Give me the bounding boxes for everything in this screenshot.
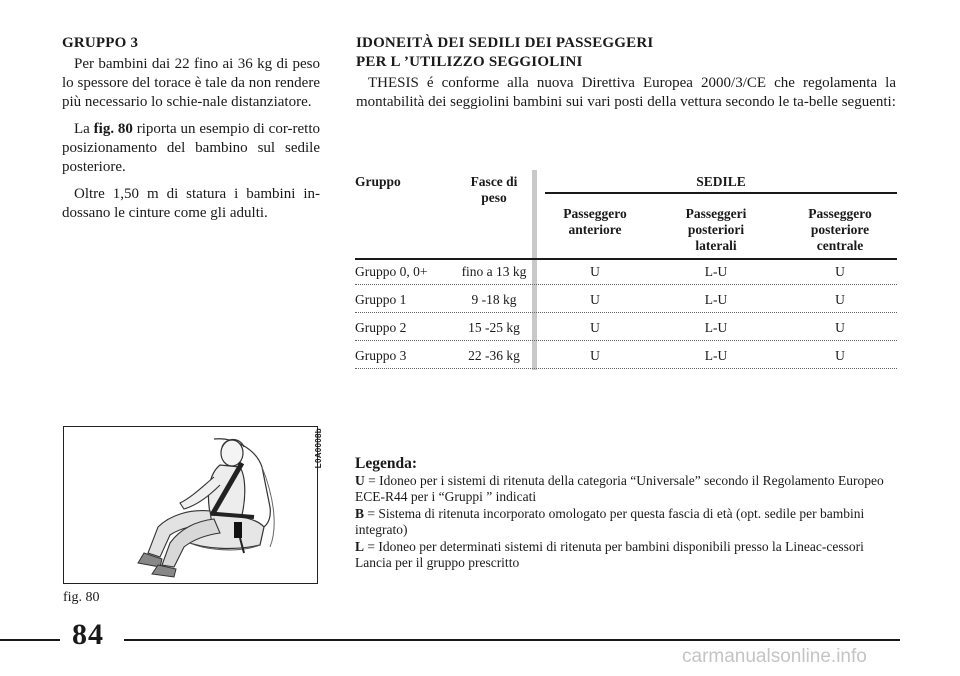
table-cell-gruppo: Gruppo 2 xyxy=(355,320,407,335)
table-cell-peso: 9 -18 kg xyxy=(471,292,517,307)
header-gruppo: Gruppo xyxy=(355,174,401,189)
paragraph-3: Oltre 1,50 m di statura i bambini in-dossano le cinture come gli adulti. xyxy=(62,186,320,221)
table-cell-gruppo: Gruppo 1 xyxy=(355,292,407,307)
intro-paragraph: THESIS é conforme alla nuova Direttiva Europea 2000/3/CE che regolamenta la montabilità dei seggiolini bambini sui vari posti della vettura secondo le ta-belle seguenti: xyxy=(356,75,896,110)
child-in-seat-drawing xyxy=(64,427,316,582)
legend-key-u: U xyxy=(355,472,365,488)
legend-title: Legenda: xyxy=(355,455,417,472)
legend xyxy=(355,456,900,572)
legend-text-b: = Sistema di ritenuta incorporato omologato per questa fascia di età (opt. sedile per bambini integrato) xyxy=(355,505,865,537)
table-cell-laterali: L-U xyxy=(704,320,728,335)
section-title-line-2: PER L ’UTILIZZO SEGGIOLINI xyxy=(356,54,583,70)
header-sub3-line-2: posteriore xyxy=(810,222,870,237)
watermark-text: carmanualsonline.info xyxy=(682,646,867,667)
header-fasce-line-1: Fasce di xyxy=(470,174,518,189)
header-sub3-line-1: Passeggero xyxy=(808,206,872,221)
table-cell-centrale: U xyxy=(835,348,845,363)
header-sub1-line-2: anteriore xyxy=(568,222,622,237)
section-title xyxy=(356,34,896,72)
legend-item-b xyxy=(355,506,900,539)
table-cell-peso: fino a 13 kg xyxy=(461,264,527,279)
header-sub1-line-1: Passeggero xyxy=(563,206,627,221)
table-cell-laterali: L-U xyxy=(704,264,728,279)
table-cell-peso: 15 -25 kg xyxy=(468,320,520,335)
header-sub2-line-2: posteriori xyxy=(687,222,745,237)
legend-key-b: B xyxy=(355,505,365,521)
table-cell-anteriore: U xyxy=(590,264,600,279)
table-cell-anteriore: U xyxy=(590,320,600,335)
header-sedile: SEDILE xyxy=(696,174,746,189)
header-sub2-line-3: laterali xyxy=(695,238,737,253)
paragraph-1: Per bambini dai 22 fino ai 36 kg di peso lo spessore del torace è tale da non rendere più necessario lo schie-nale distanziatore. xyxy=(62,56,320,110)
header-rule-sedile xyxy=(545,192,897,194)
paragraph-2-pre: La xyxy=(74,121,94,137)
table-cell-peso: 22 -36 kg xyxy=(468,348,520,363)
row-divider xyxy=(355,284,897,285)
table-cell-anteriore: U xyxy=(590,292,600,307)
table-cell-laterali: L-U xyxy=(704,292,728,307)
figure-reference: fig. 80 xyxy=(93,121,133,137)
header-fasce-line-2: peso xyxy=(481,190,507,205)
header-passeggeri-posteriori-laterali xyxy=(663,206,769,254)
table-cell-laterali: L-U xyxy=(704,348,728,363)
header-sub2-line-1: Passeggeri xyxy=(685,206,747,221)
table-cell-centrale: U xyxy=(835,264,845,279)
section-heading: GRUPPO 3 xyxy=(62,35,139,51)
section-title-line-1: IDONEITÀ DEI SEDILI DEI PASSEGGERI xyxy=(356,35,654,51)
legend-text-u: = Idoneo per i sistemi di ritenuta della categoria “Universale” secondo il Regolamento Europeo ECE-R44 per i “Gruppi ” indicati xyxy=(355,472,884,504)
header-sub3-line-3: centrale xyxy=(816,238,864,253)
footer-rule-right xyxy=(124,639,900,641)
table-cell-gruppo: Gruppo 0, 0+ xyxy=(355,264,428,279)
table-cell-gruppo: Gruppo 3 xyxy=(355,348,407,363)
figure-code: L0A0008b xyxy=(314,428,323,469)
footer-rule-left xyxy=(0,639,60,641)
header-passeggero-posteriore-centrale xyxy=(787,206,893,254)
legend-key-l: L xyxy=(355,538,365,554)
left-column xyxy=(62,34,320,231)
table-cell-centrale: U xyxy=(835,320,845,335)
table-cell-anteriore: U xyxy=(590,348,600,363)
row-divider xyxy=(355,368,897,369)
row-divider xyxy=(355,340,897,341)
paragraph-2 xyxy=(62,120,320,177)
header-fasce-di-peso xyxy=(453,174,535,206)
legend-item-l xyxy=(355,539,900,572)
figure-caption: fig. 80 xyxy=(63,590,100,605)
header-bottom-rule xyxy=(355,258,897,260)
page-number: 84 xyxy=(72,618,104,651)
legend-text-l: = Idoneo per determinati sistemi di ritenuta per bambini disponibili presso la Lineac-cessori Lancia per il gruppo prescritto xyxy=(355,538,864,570)
figure-child-seat-illustration xyxy=(63,426,318,584)
legend-item-u xyxy=(355,473,900,506)
header-passeggero-anteriore xyxy=(545,206,645,238)
table-cell-centrale: U xyxy=(835,292,845,307)
paragraph-2-post: riporta un esempio di cor-retto posizionamento del bambino sul sedile posteriore. xyxy=(62,121,320,175)
row-divider xyxy=(355,312,897,313)
